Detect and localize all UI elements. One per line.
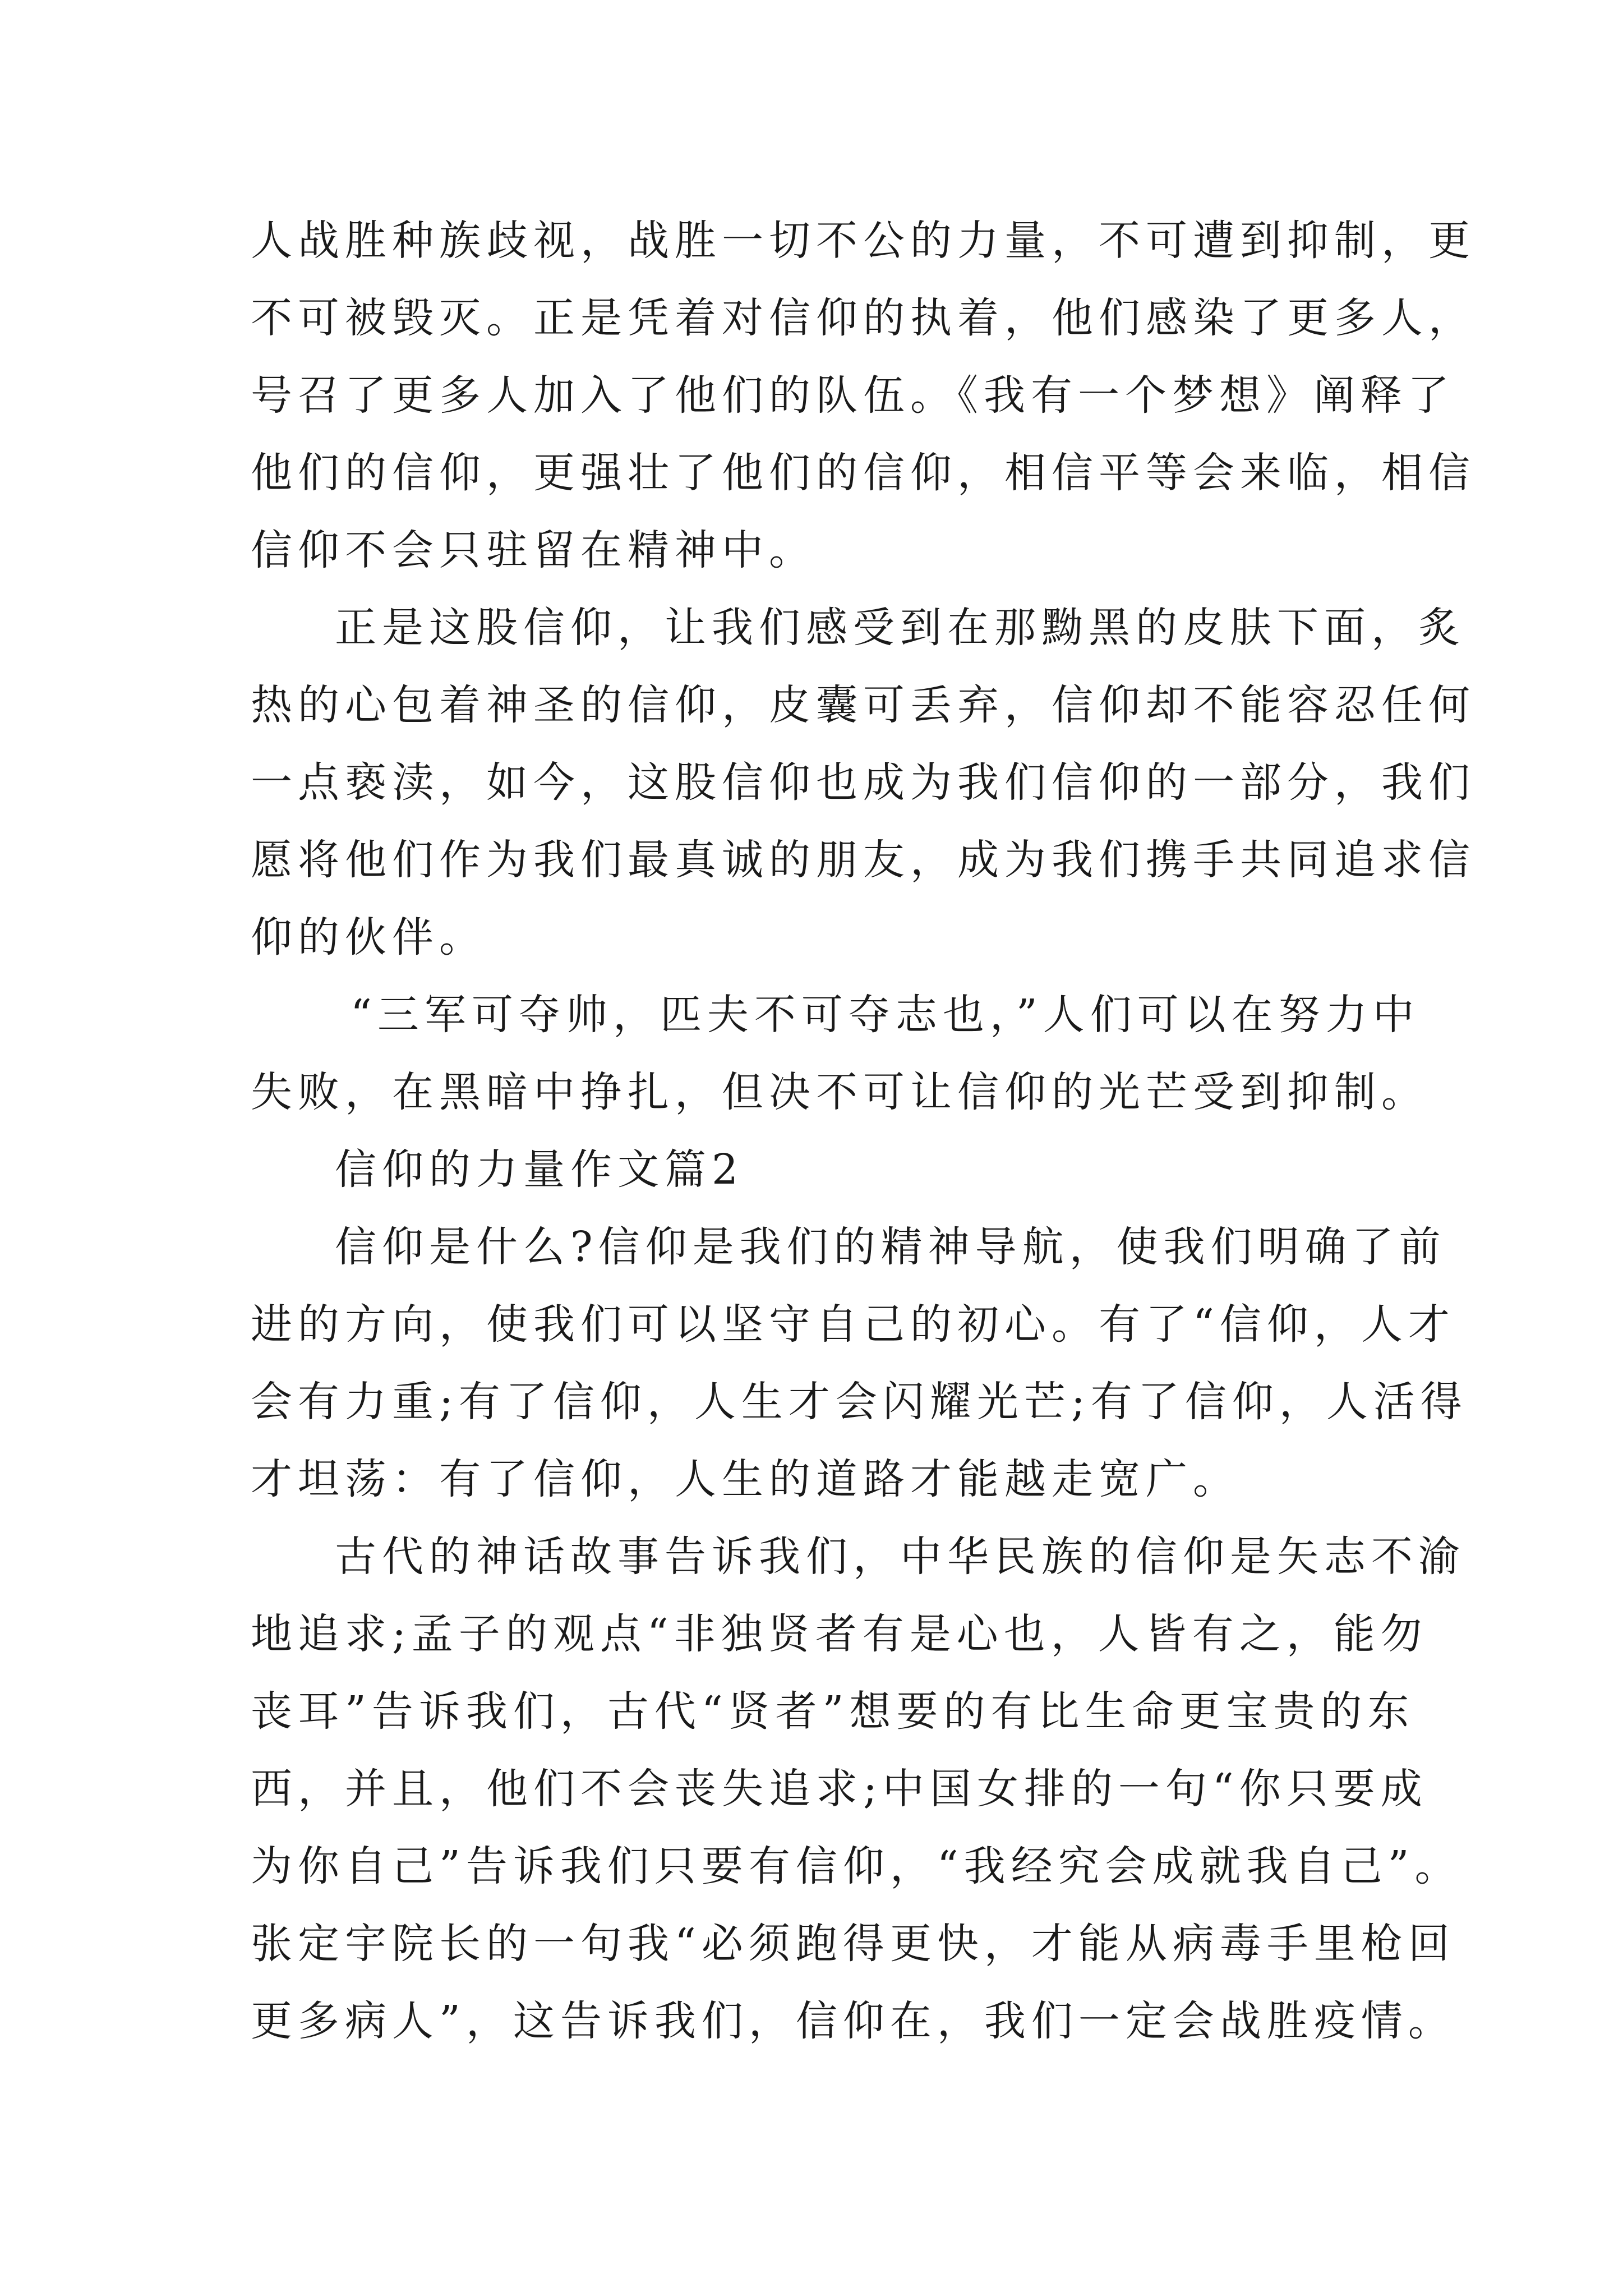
text-line: 张定宇院长的一句我“必须跑得更快，才能从病毒手里枪回 <box>251 1920 1455 1968</box>
section-heading: 信仰的力量作文篇2 <box>335 1145 744 1194</box>
text-line: 丧耳”告诉我们，古代“贤者”想要的有比生命更宝贵的东 <box>251 1687 1415 1736</box>
text-line: 人战胜种族歧视，战胜一切不公的力量，不可遭到抑制，更 <box>251 217 1476 265</box>
text-line: 失败，在黑暗中挣扎，但决不可让信仰的光芒受到抑制。 <box>251 1068 1428 1116</box>
text-line: 号召了更多人加入了他们的队伍。《我有一个梦想》阐释了 <box>251 371 1455 420</box>
text-line: 一点亵渎，如今，这股信仰也成为我们信仰的一部分，我们 <box>251 758 1476 807</box>
paragraph-start-line: 正是这股信仰，让我们感受到在那黝黑的皮肤下面，炙 <box>335 604 1465 652</box>
text-line: 不可被毁灭。正是凭着对信仰的执着，他们感染了更多人， <box>251 294 1476 342</box>
text-line: 西，并且，他们不会丧失追求;中国女排的一句“你只要成 <box>251 1765 1428 1813</box>
paragraph-start-line: 信仰是什么?信仰是我们的精神导航，使我们明确了前 <box>335 1223 1446 1271</box>
text-line: 更多病人”，这告诉我们，信仰在，我们一定会战胜疫情。 <box>251 1997 1455 2045</box>
text-line: 进的方向，使我们可以坚守自己的初心。有了“信仰，人才 <box>251 1300 1455 1349</box>
text-line: 才坦荡：有了信仰，人生的道路才能越走宽广。 <box>251 1455 1240 1503</box>
text-line: 热的心包着神圣的信仰，皮囊可丢弃，信仰却不能容忍任何 <box>251 681 1476 729</box>
text-line: 信仰不会只驻留在精神中。 <box>251 526 816 574</box>
paragraph-start-line: 古代的神话故事告诉我们，中华民族的信仰是矢志不渝 <box>335 1533 1465 1581</box>
text-line: 愿将他们作为我们最真诚的朋友，成为我们携手共同追求信 <box>251 836 1476 884</box>
text-line: 地追求;孟子的观点“非独贤者有是心也，人皆有之，能勿 <box>251 1610 1428 1658</box>
text-line: 他们的信仰，更强壮了他们的信仰，相信平等会来临，相信 <box>251 449 1476 497</box>
text-line: 会有力重;有了信仰，人生才会闪耀光芒;有了信仰，人活得 <box>251 1378 1468 1426</box>
text-line: 为你自己”告诉我们只要有信仰，“我经究会成就我自己”。 <box>251 1842 1462 1890</box>
paragraph-start-line: “三军可夺帅，匹夫不可夺志也，”人们可以在努力中 <box>351 991 1420 1039</box>
text-line: 仰的伙伴。 <box>251 913 486 961</box>
